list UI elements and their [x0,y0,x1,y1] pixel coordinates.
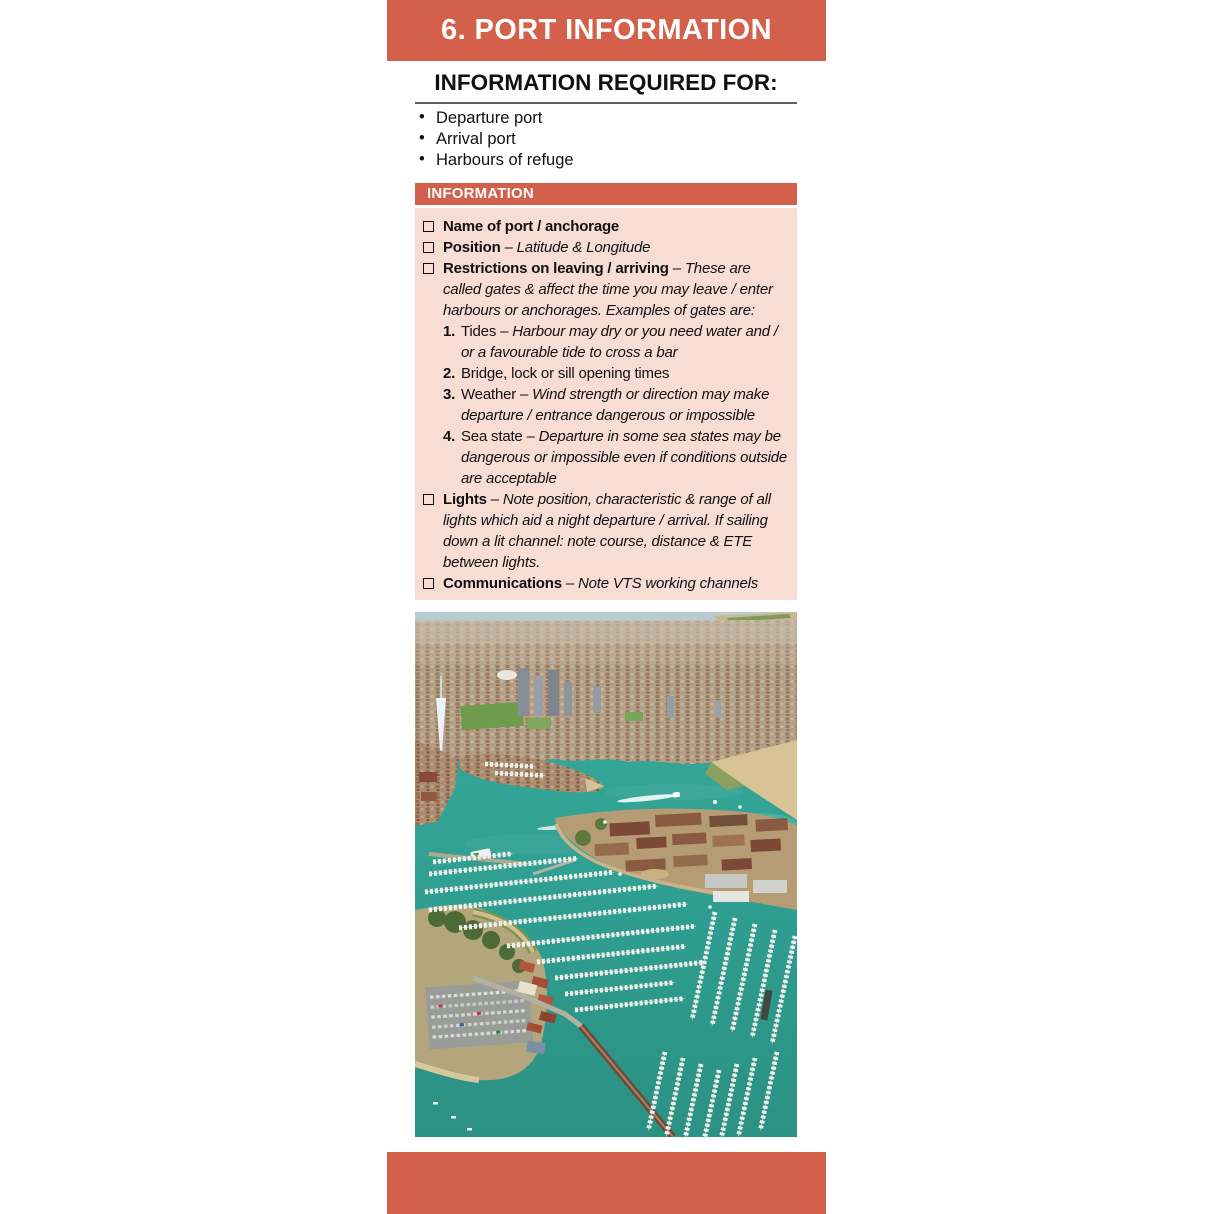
item-description: – Latitude & Longitude [500,239,651,256]
checklist-item [422,258,792,489]
item-number: 4. [443,428,456,445]
item-number: 3. [443,386,456,403]
item-description: – Wind strength or direction may make departure / entrance dangerous or impossible [461,386,770,424]
checkbox-icon [423,494,434,505]
page-footer-band [387,1152,826,1214]
harbour-aerial-photo [415,612,797,1137]
item-label: Restrictions on leaving / arriving [443,260,669,277]
info-panel-header: INFORMATION [415,183,797,205]
list-item: • Arrival port [419,129,799,150]
checkbox-icon [423,578,434,589]
item-description: – Note VTS working channels [561,575,759,592]
checklist-item [422,216,792,237]
item-description: – Note position, characteristic & range of all lights which aid a night departure / arrival. If sailing down a lit channel: note course, distance & ETE between lights. [443,491,771,571]
section-heading: INFORMATION REQUIRED FOR: [415,70,797,104]
numbered-sub-item [443,363,792,384]
required-for-list [419,108,799,171]
sub-item-lead: Sea state [461,428,523,445]
numbered-sub-item [443,321,792,363]
item-number: 2. [443,365,456,382]
item-label: Lights [443,491,487,508]
checklist-item [422,489,792,573]
harbour-photo-illustration [415,612,797,1137]
item-label: Position [443,239,501,256]
numbered-sub-item [443,384,792,426]
item-description: – Departure in some sea states may be dangerous or impossible even if conditions outside are acceptable [461,428,788,487]
checkbox-icon [423,242,434,253]
page-title: 6. PORT INFORMATION [441,14,772,46]
checklist-item [422,573,792,594]
item-label: Name of port / anchorage [443,218,620,235]
item-description: – Harbour may dry or you need water and / or a favourable tide to cross a bar [461,323,778,361]
list-item: • Harbours of refuge [419,150,799,171]
list-item: • Departure port [419,108,799,129]
info-panel [415,208,797,600]
sub-item-lead: Weather [461,386,517,403]
numbered-sub-item [443,426,792,489]
sub-item-lead: Bridge, lock or sill opening times [461,365,670,382]
item-label: Communications [443,575,562,592]
checkbox-icon [423,263,434,274]
checklist-item [422,237,792,258]
checkbox-icon [423,221,434,232]
item-number: 1. [443,323,456,340]
page-title-bar [387,0,826,61]
sub-item-lead: Tides [461,323,497,340]
item-description: – These are called gates & affect the time you may leave / enter harbours or anchorages. Examples of gates are: [443,260,773,319]
